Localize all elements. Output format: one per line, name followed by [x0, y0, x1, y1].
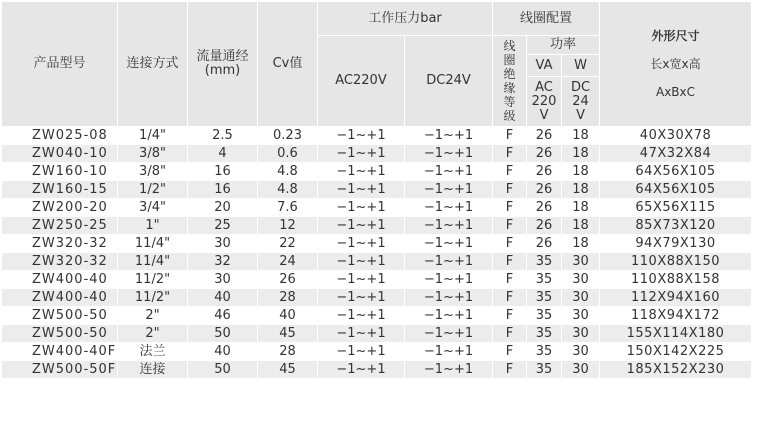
- cell-dimensions: 110X88X150: [600, 253, 752, 271]
- cell-power-w: 30: [562, 289, 600, 307]
- header-connection: 连接方式: [118, 2, 188, 127]
- cell-connection: 法兰: [118, 343, 188, 361]
- header-flow-bore-unit: (mm): [204, 63, 241, 78]
- header-dc24-unit: [562, 77, 600, 127]
- cell-power-w: 30: [562, 253, 600, 271]
- cell-pressure-ac: −1~+1: [318, 145, 405, 163]
- cell-connection: 11/4": [118, 253, 188, 271]
- cell-power-w: 18: [562, 235, 600, 253]
- cell-flow-bore: 20: [188, 199, 258, 217]
- cell-pressure-dc: −1~+1: [405, 127, 493, 145]
- cell-cv: 28: [258, 289, 318, 307]
- cell-insulation: F: [493, 325, 527, 343]
- table-row: [2, 307, 752, 325]
- cell-power-va: 35: [527, 325, 562, 343]
- cell-flow-bore: 30: [188, 235, 258, 253]
- cell-pressure-dc: −1~+1: [405, 271, 493, 289]
- cell-model: ZW040-10: [2, 145, 118, 163]
- cell-pressure-ac: −1~+1: [318, 181, 405, 199]
- insulation-char: 圈: [503, 53, 516, 67]
- cell-pressure-ac: −1~+1: [318, 289, 405, 307]
- header-dimensions: [600, 2, 752, 127]
- cell-power-w: 18: [562, 217, 600, 235]
- cell-power-va: 26: [527, 181, 562, 199]
- cell-cv: 28: [258, 343, 318, 361]
- insulation-char: 级: [503, 109, 516, 123]
- cell-pressure-ac: −1~+1: [318, 271, 405, 289]
- ac220-line: AC: [535, 79, 553, 95]
- cell-cv: 12: [258, 217, 318, 235]
- cell-power-w: 18: [562, 199, 600, 217]
- insulation-char: 缘: [503, 81, 516, 95]
- ac220-line: 220: [531, 93, 557, 109]
- cell-insulation: F: [493, 253, 527, 271]
- cell-flow-bore: 16: [188, 163, 258, 181]
- cell-connection: 11/2": [118, 271, 188, 289]
- cell-power-va: 35: [527, 343, 562, 361]
- cell-insulation: F: [493, 163, 527, 181]
- table-row: [2, 199, 752, 217]
- cell-power-va: 35: [527, 271, 562, 289]
- cell-power-va: 26: [527, 145, 562, 163]
- cell-insulation: F: [493, 271, 527, 289]
- cell-insulation: F: [493, 235, 527, 253]
- cell-dimensions: 85X73X120: [600, 217, 752, 235]
- cell-connection: 3/8": [118, 163, 188, 181]
- cell-dimensions: 155X114X180: [600, 325, 752, 343]
- cell-dimensions: 40X30X78: [600, 127, 752, 145]
- cell-pressure-ac: −1~+1: [318, 325, 405, 343]
- header-dim-formula: 长x宽x高: [650, 57, 701, 71]
- cell-flow-bore: 25: [188, 217, 258, 235]
- cell-power-w: 18: [562, 145, 600, 163]
- header-va: VA: [527, 55, 562, 77]
- cell-power-w: 18: [562, 127, 600, 145]
- table-row: [2, 343, 752, 361]
- cell-flow-bore: 30: [188, 271, 258, 289]
- header-w: W: [562, 55, 600, 77]
- cell-pressure-dc: −1~+1: [405, 217, 493, 235]
- cell-pressure-dc: −1~+1: [405, 325, 493, 343]
- header-model: 产品型号: [2, 2, 118, 127]
- header-flow-bore-label: 流量通经: [196, 49, 249, 64]
- cell-dimensions: 65X56X115: [600, 199, 752, 217]
- cell-power-va: 35: [527, 307, 562, 325]
- cell-model: ZW320-32: [2, 253, 118, 271]
- header-ac220-unit: [527, 77, 562, 127]
- cell-power-va: 35: [527, 289, 562, 307]
- dc24-line: 24: [572, 93, 589, 109]
- cell-insulation: F: [493, 343, 527, 361]
- table-row: [2, 289, 752, 307]
- table-row: [2, 271, 752, 289]
- cell-connection: 3/4": [118, 199, 188, 217]
- dc24-line: V: [576, 107, 585, 123]
- cell-power-w: 30: [562, 307, 600, 325]
- cell-power-va: 26: [527, 235, 562, 253]
- cell-pressure-ac: −1~+1: [318, 217, 405, 235]
- cell-pressure-dc: −1~+1: [405, 163, 493, 181]
- cell-dimensions: 64X56X105: [600, 163, 752, 181]
- cell-cv: 4.8: [258, 181, 318, 199]
- cell-power-w: 30: [562, 361, 600, 379]
- cell-connection: 3/8": [118, 145, 188, 163]
- cell-model: ZW250-25: [2, 217, 118, 235]
- cell-pressure-ac: −1~+1: [318, 199, 405, 217]
- table-row: [2, 145, 752, 163]
- table-row: [2, 361, 752, 379]
- cell-model: ZW500-50: [2, 307, 118, 325]
- cell-pressure-dc: −1~+1: [405, 307, 493, 325]
- header-cv: Cv值: [258, 2, 318, 127]
- cell-cv: 0.6: [258, 145, 318, 163]
- cell-power-w: 18: [562, 163, 600, 181]
- header-dc24v: DC24V: [405, 36, 493, 127]
- cell-power-w: 30: [562, 325, 600, 343]
- cell-pressure-ac: −1~+1: [318, 253, 405, 271]
- cell-power-va: 26: [527, 217, 562, 235]
- cell-insulation: F: [493, 361, 527, 379]
- cell-power-w: 30: [562, 343, 600, 361]
- table-row: [2, 181, 752, 199]
- cell-dimensions: 64X56X105: [600, 181, 752, 199]
- cell-model: ZW500-50F: [2, 361, 118, 379]
- cell-power-w: 18: [562, 181, 600, 199]
- cell-dimensions: 150X142X225: [600, 343, 752, 361]
- table-row: [2, 235, 752, 253]
- cell-cv: 40: [258, 307, 318, 325]
- cell-power-va: 26: [527, 163, 562, 181]
- cell-pressure-dc: −1~+1: [405, 145, 493, 163]
- cell-model: ZW400-40F: [2, 343, 118, 361]
- cell-pressure-dc: −1~+1: [405, 235, 493, 253]
- header-dimensions-label: 外形尺寸: [651, 29, 700, 43]
- cell-flow-bore: 50: [188, 325, 258, 343]
- header-ac220v: AC220V: [318, 36, 405, 127]
- cell-connection: 2": [118, 325, 188, 343]
- header-dim-letters: AxBxC: [656, 85, 696, 99]
- cell-dimensions: 94X79X130: [600, 235, 752, 253]
- cell-pressure-dc: −1~+1: [405, 181, 493, 199]
- cell-insulation: F: [493, 127, 527, 145]
- insulation-char: 等: [503, 95, 516, 109]
- table-row: [2, 127, 752, 145]
- cell-flow-bore: 4: [188, 145, 258, 163]
- cell-model: ZW400-40: [2, 271, 118, 289]
- cell-model: ZW320-32: [2, 235, 118, 253]
- cell-connection: 11/2": [118, 289, 188, 307]
- cell-pressure-ac: −1~+1: [318, 235, 405, 253]
- cell-model: ZW160-15: [2, 181, 118, 199]
- cell-cv: 0.23: [258, 127, 318, 145]
- cell-flow-bore: 40: [188, 289, 258, 307]
- cell-connection: 1": [118, 217, 188, 235]
- ac220-line: V: [539, 107, 549, 123]
- cell-model: ZW400-40: [2, 289, 118, 307]
- insulation-char: 绝: [503, 67, 516, 81]
- cell-flow-bore: 32: [188, 253, 258, 271]
- cell-pressure-ac: −1~+1: [318, 361, 405, 379]
- cell-cv: 45: [258, 325, 318, 343]
- cell-connection: 1/4": [118, 127, 188, 145]
- cell-flow-bore: 16: [188, 181, 258, 199]
- cell-pressure-ac: −1~+1: [318, 127, 405, 145]
- cell-dimensions: 112X94X160: [600, 289, 752, 307]
- cell-flow-bore: 50: [188, 361, 258, 379]
- cell-flow-bore: 40: [188, 343, 258, 361]
- cell-insulation: F: [493, 289, 527, 307]
- cell-power-va: 35: [527, 361, 562, 379]
- cell-cv: 26: [258, 271, 318, 289]
- cell-connection: 1/2": [118, 181, 188, 199]
- header-flow-bore: [188, 2, 258, 127]
- cell-dimensions: 110X88X158: [600, 271, 752, 289]
- cell-connection: 11/4": [118, 235, 188, 253]
- cell-cv: 4.8: [258, 163, 318, 181]
- cell-insulation: F: [493, 145, 527, 163]
- cell-model: ZW200-20: [2, 199, 118, 217]
- cell-pressure-dc: −1~+1: [405, 289, 493, 307]
- dc24-line: DC: [570, 79, 591, 95]
- cell-power-va: 26: [527, 199, 562, 217]
- cell-model: ZW500-50: [2, 325, 118, 343]
- cell-pressure-ac: −1~+1: [318, 343, 405, 361]
- cell-connection: 连接: [118, 361, 188, 379]
- header-pressure-group: 工作压力bar: [318, 2, 493, 36]
- header-power: 功率: [527, 36, 600, 55]
- table-header: [2, 2, 752, 127]
- table-row: [2, 325, 752, 343]
- table-row: [2, 163, 752, 181]
- cell-cv: 24: [258, 253, 318, 271]
- cell-flow-bore: 2.5: [188, 127, 258, 145]
- cell-cv: 22: [258, 235, 318, 253]
- cell-cv: 7.6: [258, 199, 318, 217]
- cell-dimensions: 185X152X230: [600, 361, 752, 379]
- cell-dimensions: 47X32X84: [600, 145, 752, 163]
- cell-insulation: F: [493, 181, 527, 199]
- spec-table: [1, 1, 752, 379]
- cell-pressure-dc: −1~+1: [405, 199, 493, 217]
- cell-model: ZW025-08: [2, 127, 118, 145]
- table-row: [2, 253, 752, 271]
- cell-insulation: F: [493, 307, 527, 325]
- cell-power-va: 35: [527, 253, 562, 271]
- cell-dimensions: 118X94X172: [600, 307, 752, 325]
- insulation-char: 线: [503, 39, 516, 53]
- cell-power-va: 26: [527, 127, 562, 145]
- header-insulation-class: [493, 36, 527, 127]
- cell-model: ZW160-10: [2, 163, 118, 181]
- cell-pressure-dc: −1~+1: [405, 361, 493, 379]
- cell-flow-bore: 46: [188, 307, 258, 325]
- cell-cv: 45: [258, 361, 318, 379]
- header-coil-group: 线圈配置: [493, 2, 600, 36]
- table-body: [2, 127, 752, 379]
- cell-pressure-ac: −1~+1: [318, 307, 405, 325]
- cell-pressure-dc: −1~+1: [405, 343, 493, 361]
- cell-insulation: F: [493, 199, 527, 217]
- cell-connection: 2": [118, 307, 188, 325]
- cell-power-w: 30: [562, 271, 600, 289]
- cell-pressure-dc: −1~+1: [405, 253, 493, 271]
- cell-insulation: F: [493, 217, 527, 235]
- cell-pressure-ac: −1~+1: [318, 163, 405, 181]
- table-row: [2, 217, 752, 235]
